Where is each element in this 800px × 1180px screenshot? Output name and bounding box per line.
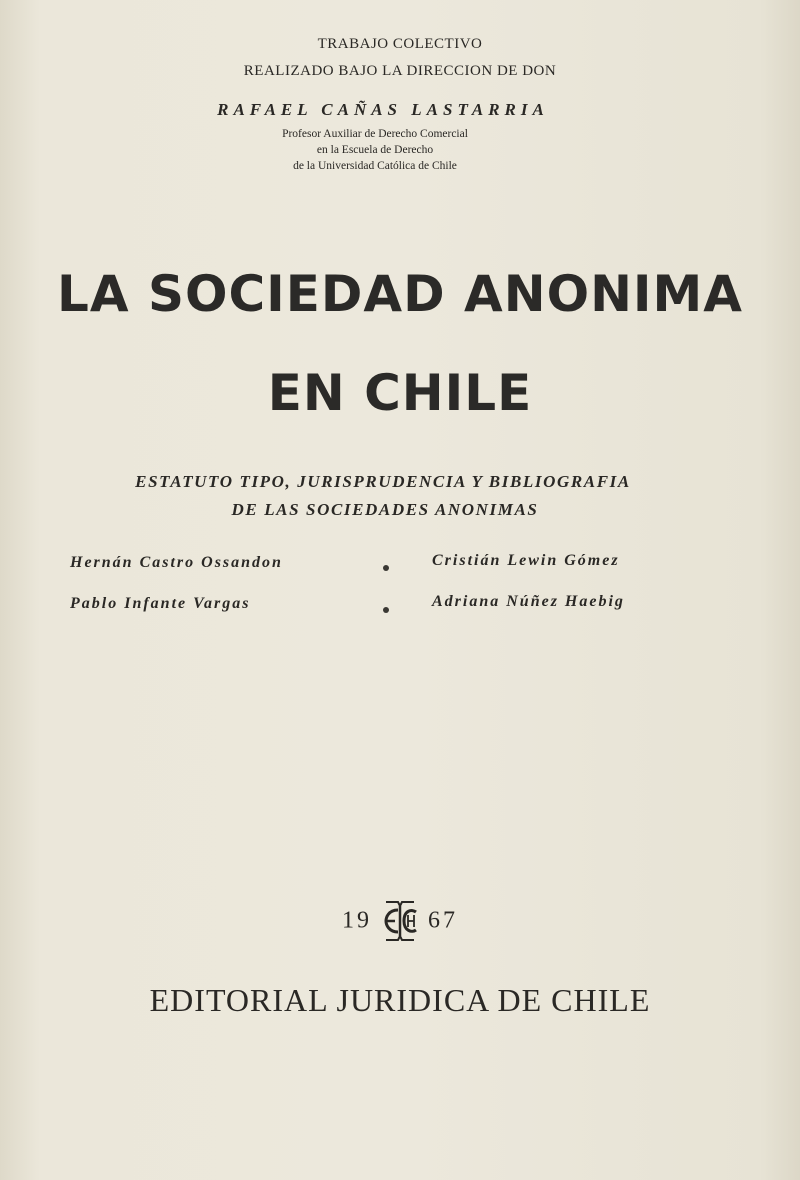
director-affiliation-line-3: de la Universidad Católica de Chile — [293, 160, 457, 172]
book-title-line-2: EN CHILE — [267, 364, 533, 422]
subtitle-line-1: ESTATUTO TIPO, JURISPRUDENCIA Y BIBLIOGRAFIA — [135, 472, 631, 491]
bullet-separator — [383, 565, 389, 571]
subtitle-line-2: DE LAS SOCIEDADES ANONIMAS — [231, 500, 539, 519]
author-name: Cristián Lewin Gómez — [432, 552, 620, 569]
publisher-name: EDITORIAL JURIDICA DE CHILE — [149, 982, 651, 1018]
bullet-separator — [383, 607, 389, 613]
director-affiliation-line-1: Profesor Auxiliar de Derecho Comercial — [282, 128, 468, 140]
header-line-1: TRABAJO COLECTIVO — [317, 36, 483, 52]
author-name: Pablo Infante Vargas — [70, 595, 251, 612]
publisher-logo-icon — [378, 898, 422, 944]
year-left-digits: 19 — [342, 907, 372, 934]
director-name: RAFAEL CAÑAS LASTARRIA — [217, 100, 549, 119]
year-right-digits: 67 — [428, 907, 458, 934]
header-line-2: REALIZADO BAJO LA DIRECCION DE DON — [243, 63, 557, 79]
author-name: Adriana Núñez Haebig — [432, 593, 625, 610]
publication-year — [0, 898, 800, 948]
book-title-line-1: LA SOCIEDAD ANONIMA — [57, 265, 743, 323]
author-name: Hernán Castro Ossandon — [70, 554, 283, 571]
director-affiliation-line-2: en la Escuela de Derecho — [316, 144, 434, 156]
